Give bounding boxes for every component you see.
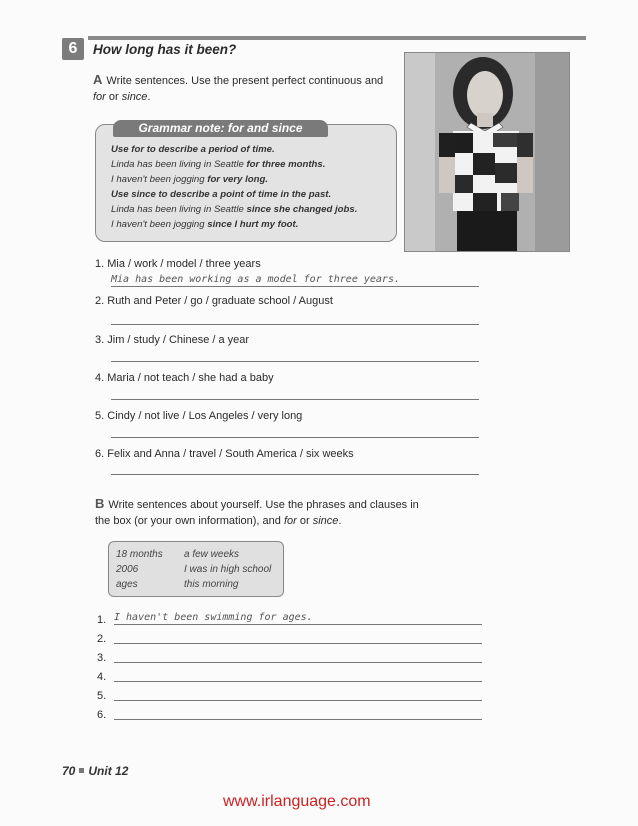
- exercise-a-item: 2. Ruth and Peter / go / graduate school / August: [95, 295, 333, 307]
- grammar-example: Linda has been living in Seattle for three months.: [111, 159, 326, 170]
- section-rule: [88, 36, 586, 40]
- phrase: ages: [116, 579, 138, 590]
- phrase: 2006: [116, 564, 139, 575]
- watermark-url[interactable]: www.irlanguage.com: [223, 793, 371, 810]
- exercise-a-item: 1. Mia / work / model / three years: [95, 258, 261, 270]
- grammar-rule-for: Use for to describe a period of time.: [111, 144, 275, 155]
- part-a-instruction: A Write sentences. Use the present perfect continuous and for or since.: [93, 72, 384, 103]
- section-title: How long has it been?: [93, 42, 237, 57]
- answer-line[interactable]: [114, 681, 482, 682]
- answer-line[interactable]: [114, 624, 482, 625]
- exercise-b-number: 1.: [97, 614, 107, 626]
- answer-line[interactable]: [111, 286, 479, 287]
- unit-label: Unit 12: [88, 764, 129, 778]
- exercise-a-item: 3. Jim / study / Chinese / a year: [95, 334, 250, 346]
- part-b-instruction: B Write sentences about yourself. Use the phrases and clauses in the box (or your own information), and for or since.: [95, 496, 419, 527]
- answer-line[interactable]: [111, 324, 479, 325]
- answer-line[interactable]: [111, 474, 479, 475]
- answer-line[interactable]: [111, 399, 479, 400]
- section-number-badge: 6: [62, 38, 84, 60]
- exercise-b-number: 6.: [97, 709, 107, 721]
- exercise-a-item: 5. Cindy / not live / Los Angeles / very long: [95, 410, 303, 422]
- exercise-b-number: 3.: [97, 652, 107, 664]
- grammar-rule-since: Use since to describe a point of time in the past.: [111, 189, 332, 200]
- part-a-letter: A: [93, 72, 103, 87]
- answer-line[interactable]: [111, 361, 479, 362]
- phrase: this morning: [184, 579, 239, 590]
- phrase: a few weeks: [184, 549, 240, 560]
- square-bullet-icon: [79, 768, 84, 773]
- answer-line[interactable]: [114, 700, 482, 701]
- exercise-a-item: 6. Felix and Anna / travel / South America / six weeks: [95, 448, 354, 460]
- page-footer: [62, 764, 128, 778]
- answer-text: I haven't been swimming for ages.: [114, 612, 313, 623]
- page-number: 70: [62, 764, 76, 778]
- grammar-example: I haven't been jogging for very long.: [111, 174, 269, 185]
- exercise-b-number: 5.: [97, 690, 107, 702]
- answer-line[interactable]: [114, 719, 482, 720]
- phrase: 18 months: [116, 549, 163, 560]
- grammar-example: I haven't been jogging since I hurt my foot.: [111, 219, 299, 230]
- exercise-a-item: 4. Maria / not teach / she had a baby: [95, 372, 274, 384]
- exercise-b-number: 2.: [97, 633, 107, 645]
- exercise-b-number: 4.: [97, 671, 107, 683]
- answer-line[interactable]: [111, 437, 479, 438]
- answer-text: Mia has been working as a model for three years.: [111, 274, 400, 285]
- model-photo: [404, 52, 570, 252]
- grammar-example: Linda has been living in Seattle since she changed jobs.: [111, 204, 358, 215]
- answer-line[interactable]: [114, 643, 482, 644]
- phrase: I was in high school: [184, 564, 272, 575]
- answer-line[interactable]: [114, 662, 482, 663]
- grammar-note-title: Grammar note: for and since: [113, 120, 328, 137]
- part-b-letter: B: [95, 496, 105, 511]
